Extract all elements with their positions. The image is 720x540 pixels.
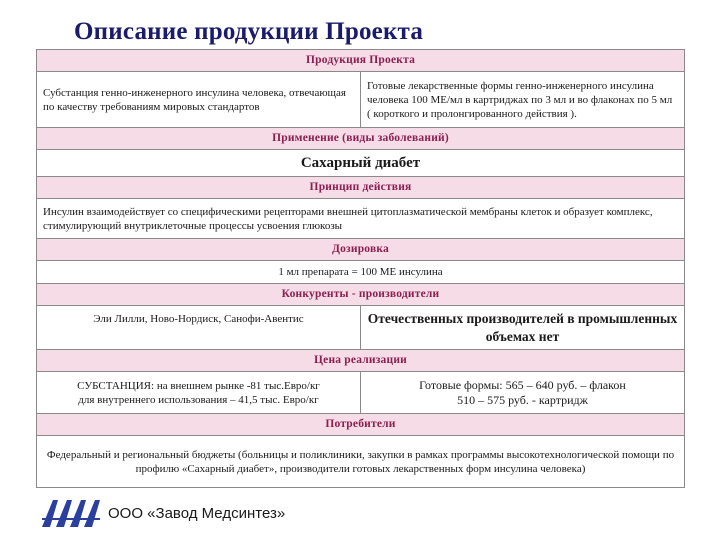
price-substance-external: СУБСТАНЦИЯ: на внешнем рынке -81 тыс.Евро/кг — [77, 379, 320, 392]
section-header-dosage: Дозировка — [37, 239, 685, 261]
competitors-domestic-cell: Отечественных производителей в промышленных объемах нет — [361, 306, 685, 350]
section-header-price: Цена реализации — [37, 350, 685, 372]
products-substance-cell: Субстанция генно-инженерного инсулина человека, отвечающая по качеству требованиям мировых стандартов — [37, 72, 361, 128]
price-forms-cartridge: 510 – 575 руб. - картридж — [457, 392, 588, 407]
products-forms-cell: Готовые лекарственные формы генно-инженерного инсулина человека 100 МЕ/мл в картриджах по 3 мл и во флаконах по 5 мл ( короткого и пролонгированного действия ). — [361, 72, 685, 128]
footer — [40, 498, 285, 528]
dosage-value: 1 мл препарата = 100 МЕ инсулина — [37, 261, 685, 284]
page-title: Описание продукции Проекта — [74, 18, 424, 45]
price-forms-vial: Готовые формы: 565 – 640 руб. – флакон — [419, 377, 626, 392]
section-header-products: Продукция Проекта — [37, 50, 685, 72]
price-substance-cell — [37, 372, 361, 414]
section-header-principle: Принцип действия — [37, 177, 685, 199]
principle-value: Инсулин взаимодействует со специфическими рецепторами внешней цитоплазматической мембраны клеток и образует комплекс, стимулирующий внутриклеточные процессы усвоения глюкозы — [37, 199, 685, 239]
medsintez-logo-icon — [40, 498, 104, 528]
product-description-table — [36, 49, 685, 488]
company-name: ООО «Завод Медсинтез» — [108, 504, 286, 522]
consumers-value: Федеральный и региональный бюджеты (больницы и поликлиники, закупки в рамках программы высокотехнологической помощи по профилю «Сахарный диабет», производители готовых лекарственных форм инсулина человека) — [37, 436, 685, 488]
section-header-competitors: Конкуренты - производители — [37, 284, 685, 306]
application-value: Сахарный диабет — [37, 150, 685, 177]
price-substance-internal: для внутреннего использования – 41,5 тыс. Евро/кг — [78, 393, 319, 406]
section-header-application: Применение (виды заболеваний) — [37, 128, 685, 150]
price-forms-cell — [361, 372, 685, 414]
competitors-list-cell: Эли Лилли, Ново-Нордиск, Санофи-Авентис — [37, 306, 361, 350]
section-header-consumers: Потребители — [37, 414, 685, 436]
